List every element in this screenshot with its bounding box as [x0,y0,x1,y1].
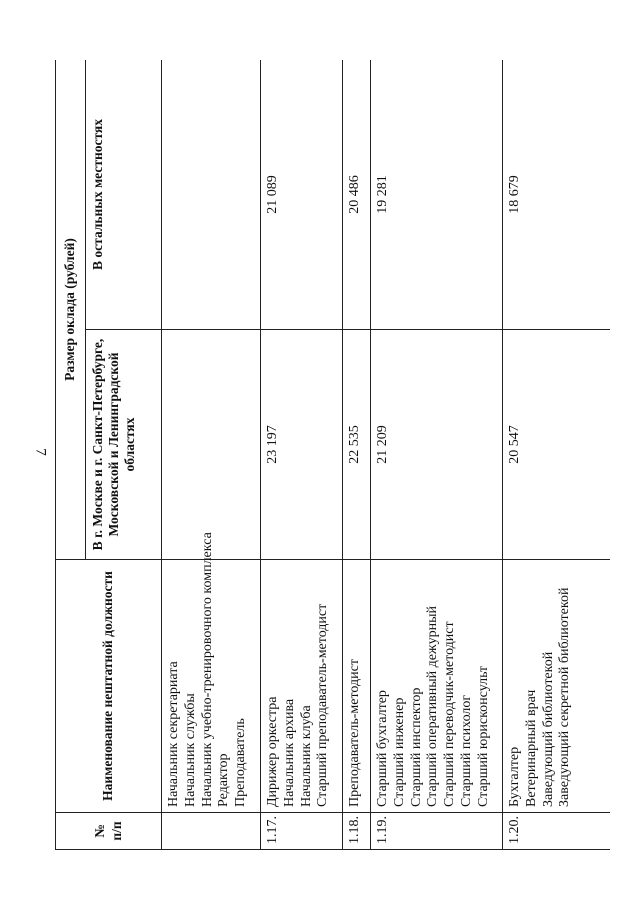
position-name: Преподаватель [233,718,249,807]
table-row [162,60,261,850]
position-list [343,560,371,813]
position-name: Старший психолог [458,694,474,807]
position-name: Редактор [216,753,232,807]
position-name: Начальник архива [281,698,297,807]
header-position-name: Наименование нештатной должности [56,560,162,813]
position-name: Заведующий библиотекой [540,651,556,807]
position-name: Бухгалтер [507,746,522,807]
position-name: Старший оперативный дежурный [425,606,441,807]
position-list [261,560,343,813]
table-row [261,60,343,850]
position-name: Преподаватель-методист [347,659,362,807]
salary-moscow [162,330,261,560]
position-name: Начальник учебно-тренировочного комплекса [199,532,215,807]
salary-other: 19 281 [371,60,503,330]
salary-other [162,60,261,330]
row-number: 1.20. [503,813,611,850]
position-name: Старший юрисконсульт [475,665,491,807]
position-name: Старший преподаватель-методист [315,603,331,807]
salary-moscow: 20 547 [503,330,611,560]
salary-other: 20 486 [343,60,371,330]
row-number: 1.18. [343,813,371,850]
header-row-top [56,60,86,850]
table-row [371,60,503,850]
page-number: 7 [32,448,49,456]
header-other-regions: В остальных местностях [86,60,162,330]
rotated-table-area [55,60,610,850]
header-num: № п/п [56,813,162,850]
table-row [503,60,611,850]
position-list [503,560,611,813]
salary-table [55,60,610,850]
position-name: Ветеринарный врач [523,689,539,807]
position-name: Начальник клуба [298,705,314,807]
position-list [371,560,503,813]
position-list [162,532,261,813]
position-name: Старший переводчик-методист [442,621,458,807]
salary-moscow: 21 209 [371,330,503,560]
position-name: Старший бухгалтер [375,690,390,807]
position-name: Начальник секретариата [166,661,181,807]
position-name: Начальник службы [182,693,198,807]
position-name: Старший инженер [391,697,407,807]
position-name: Старший инспектор [408,687,424,807]
salary-other: 18 679 [503,60,611,330]
row-number: 1.19. [371,813,503,850]
header-salary: Размер оклада (рублей) [56,60,86,560]
salary-other: 21 089 [261,60,343,330]
position-name: Дирижер оркестра [265,696,280,807]
salary-moscow: 23 197 [261,330,343,560]
salary-moscow: 22 535 [343,330,371,560]
row-number [162,813,261,850]
table-row [343,60,371,850]
position-name: Заведующий секретной библиотекой [557,587,573,807]
row-number: 1.17. [261,813,343,850]
header-moscow: В г. Москве и г. Санкт-Петербурге, Московской и Ленинградской областях [86,330,162,560]
